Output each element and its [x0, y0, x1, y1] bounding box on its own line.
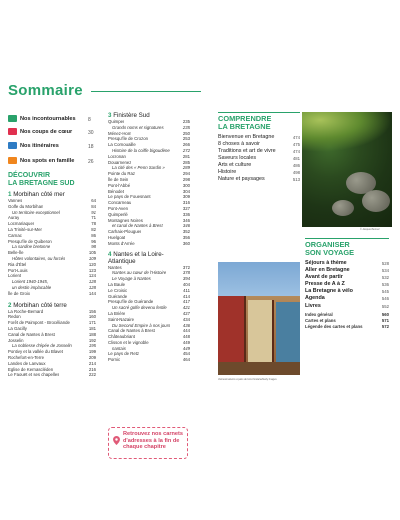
- photo-caption: Vannes/maisons à pans de bois Fontaine/Getty Images: [218, 378, 277, 381]
- entry-page: 195: [88, 343, 96, 349]
- quick-page: 30: [88, 130, 94, 136]
- toc-entry[interactable]: [305, 303, 389, 310]
- entry-label: Histoire: [218, 169, 237, 175]
- entry-page: 346: [182, 217, 190, 223]
- section-title: ORGANISER: [305, 238, 389, 249]
- entry-page: 571: [381, 317, 389, 323]
- entry-page: 346: [182, 223, 190, 229]
- entry-page: 222: [88, 372, 96, 378]
- entry-label: Pornic: [108, 357, 121, 363]
- entry-label: Livres: [305, 302, 321, 309]
- entry-label: Auray: [8, 215, 20, 221]
- decouvrir-col-1: [8, 172, 96, 378]
- entry-page: 378: [182, 270, 190, 276]
- entry-label: Saint-Nazaire: [108, 316, 135, 322]
- entry-page: 78: [91, 221, 96, 227]
- subsection-number: 1: [8, 191, 12, 198]
- entry-label: Concarneau: [108, 200, 132, 206]
- entry-page: 486: [292, 163, 300, 168]
- entry-page: 253: [182, 136, 190, 142]
- toc-entry[interactable]: [8, 372, 96, 378]
- page-title: Sommaire: [8, 82, 83, 99]
- entry-page: 372: [182, 264, 190, 270]
- entry-label: 8 choses à savoir: [218, 141, 260, 147]
- entry-page: 128: [88, 279, 96, 285]
- entry-label: Port-Louis: [8, 267, 28, 273]
- entry-label: Le Croisic: [108, 287, 128, 293]
- entry-label: Vannes: [8, 198, 23, 203]
- entry-page: 434: [182, 316, 190, 322]
- subsection-label: Nantes et la Loire-Atlantique: [108, 250, 164, 265]
- entry-page: 552: [381, 303, 389, 309]
- entry-page: 498: [292, 170, 300, 175]
- entry-label: Traditions et art de vivre: [218, 148, 276, 154]
- entry-label: Nature et paysages: [218, 176, 265, 182]
- entry-page: 304: [182, 188, 190, 194]
- entry-label: Forêt de Paimpont - Brocéliande: [8, 320, 70, 326]
- entry-page: 86: [91, 232, 96, 238]
- toc-list: [108, 265, 190, 364]
- entry-label: Belle-Île: [8, 250, 24, 256]
- entry-label: Grands noms et signatures: [112, 124, 164, 130]
- quick-page: 26: [88, 159, 94, 165]
- entry-label: Lorient 1940-1945,: [12, 279, 49, 285]
- entry-page: 192: [88, 337, 96, 343]
- entry-page: 360: [182, 240, 190, 246]
- quick-label[interactable]: Nos spots en famille: [20, 158, 75, 164]
- toc-entry[interactable]: [305, 274, 389, 281]
- entry-label: Josselin: [8, 337, 24, 343]
- entry-label: Montagnes Noires: [108, 217, 143, 223]
- entry-page: 82: [91, 226, 96, 232]
- entry-page: 285: [182, 159, 190, 165]
- entry-label: Île de Groix: [8, 290, 30, 296]
- entry-label: Avant de partir: [305, 274, 343, 281]
- entry-label: Le Voyage à Nantes: [112, 276, 151, 282]
- entry-page: 427: [182, 310, 190, 316]
- entry-label: Légende des cartes et plans: [305, 323, 363, 329]
- entry-page: 474: [292, 135, 300, 140]
- section-title: DÉCOUVRIR: [8, 172, 51, 179]
- entry-label: Golfe du Morbihan: [8, 203, 44, 209]
- entry-label: Du Second Empire à nos jours: [112, 322, 171, 328]
- subsection-number: 2: [8, 301, 12, 309]
- entry-page: 454: [182, 351, 190, 357]
- entry-page: 356: [182, 234, 190, 240]
- entry-page: 64: [91, 198, 96, 203]
- foliage: [302, 112, 392, 152]
- entry-label: Huelgoat: [108, 234, 126, 240]
- subsection-title: [8, 302, 96, 309]
- entry-page: 464: [182, 357, 190, 363]
- entry-page: 98: [91, 244, 96, 250]
- entry-label: Aller en Bretagne: [305, 267, 350, 274]
- entry-label: et canal de Nantes à Brest: [112, 223, 163, 229]
- entry-label: Presqu'île de Guérande: [108, 299, 154, 305]
- entry-label: Bénodet: [108, 188, 125, 194]
- toc-entry[interactable]: [305, 288, 389, 295]
- subsection-title: [108, 251, 190, 265]
- subsection-title: [8, 191, 96, 198]
- quick-label[interactable]: Nos coups de cœur: [20, 129, 73, 135]
- entry-label: Ménez-Hom: [108, 130, 132, 136]
- toc-entry[interactable]: [218, 169, 300, 176]
- entry-page: 449: [182, 339, 190, 345]
- quick-bar-coups-de-coeur: [8, 128, 17, 135]
- entry-page: 209: [88, 354, 96, 360]
- entry-label: Séjours à thème: [305, 260, 347, 266]
- entry-label: Ria d'Étel: [8, 261, 27, 267]
- entry-label: Carhaix-Plouguer: [108, 229, 142, 235]
- entry-label: Île de Sein: [108, 176, 129, 182]
- rock-shape: [332, 200, 354, 216]
- entry-page: 84: [91, 203, 96, 209]
- entry-label: Nantes: [108, 264, 122, 270]
- entry-label: Quimperlé: [108, 211, 128, 217]
- entry-label: Châteaubriant: [108, 334, 135, 340]
- entry-label: La Brière: [108, 310, 126, 316]
- toc-entry[interactable]: [305, 324, 389, 330]
- entry-page: 449: [182, 345, 190, 351]
- entry-label: La Trinité-sur-Mer: [8, 226, 42, 232]
- photo-caption: © Jacques/Sunset: [360, 228, 380, 231]
- section-title: LA BRETAGNE: [218, 122, 271, 131]
- entry-page: 235: [182, 124, 190, 130]
- entry-page: 309: [182, 194, 190, 200]
- entry-page: 289: [182, 165, 190, 171]
- entry-label: Index général: [305, 311, 333, 317]
- entry-label: Nantes au cœur de l'Histoire: [112, 270, 167, 276]
- entry-label: nantais: [112, 345, 126, 351]
- entry-label: Agenda: [305, 295, 325, 302]
- entry-page: 572: [381, 323, 389, 329]
- section-title: SON VOYAGE: [305, 248, 355, 257]
- organiser-section: [305, 238, 389, 330]
- toc-entry[interactable]: [305, 281, 389, 288]
- entry-page: 235: [182, 119, 190, 124]
- entry-label: Le pays de Fouesnant: [108, 194, 151, 200]
- address-note: [108, 427, 188, 459]
- entry-page: 414: [182, 293, 190, 299]
- entry-page: 281: [182, 153, 190, 159]
- section-title: COMPRENDRE: [218, 112, 300, 123]
- toc-list: [8, 198, 96, 297]
- entry-label: Douarnenez: [108, 159, 132, 165]
- entry-label: Pontivy et la vallée du Blavet: [8, 349, 63, 355]
- quick-bar-itineraires: [8, 142, 17, 149]
- entry-page: 250: [182, 130, 190, 136]
- entry-label: Un territoire exceptionnel: [12, 209, 60, 215]
- toc-list: [218, 134, 300, 183]
- entry-label: Presqu'île de Quiberon: [8, 238, 52, 244]
- entry-page: 327: [182, 205, 190, 211]
- toc-entry[interactable]: [108, 241, 190, 247]
- quick-page: 18: [88, 144, 94, 150]
- toc-list: [8, 309, 96, 379]
- entry-page: 421: [182, 305, 190, 311]
- page-header: [8, 82, 198, 100]
- entry-page: 188: [88, 331, 96, 337]
- entry-label: Guérande: [108, 293, 128, 299]
- entry-label: Redon: [8, 314, 21, 320]
- entry-label: un destin implacable: [12, 284, 52, 290]
- entry-page: 123: [88, 267, 96, 273]
- entry-label: Canal de Nantes à Brest: [108, 328, 155, 334]
- entry-label: Quimper: [108, 119, 125, 124]
- entry-page: 336: [182, 211, 190, 217]
- entry-page: 394: [182, 276, 190, 282]
- entry-page: 545: [381, 289, 389, 295]
- entry-label: Rochefort-en-Terre: [8, 354, 45, 360]
- entry-page: 160: [88, 314, 96, 320]
- entry-page: 272: [182, 147, 190, 153]
- entry-label: Hôtes volontaires, ou forcés: [12, 255, 66, 261]
- toc-list-small: [305, 312, 389, 330]
- entry-page: 513: [292, 177, 300, 182]
- toc-entry[interactable]: [305, 295, 389, 302]
- rock-shape: [362, 190, 390, 212]
- subsection-label: Finistère Sud: [113, 112, 150, 119]
- entry-page: 300: [182, 182, 190, 188]
- entry-page: 444: [182, 328, 190, 334]
- entry-page: 171: [88, 320, 96, 326]
- entry-label: Le Faouët et ses chapelles: [8, 372, 60, 378]
- entry-page: 436: [182, 322, 190, 328]
- entry-page: 214: [88, 360, 96, 366]
- entry-label: Lorient: [8, 273, 22, 279]
- quick-page: 8: [88, 117, 91, 123]
- entry-page: 536: [381, 282, 389, 288]
- entry-label: La cité des « Penn Sardin »: [112, 165, 165, 171]
- entry-page: 546: [381, 296, 389, 302]
- entry-page: 448: [182, 334, 190, 340]
- entry-label: Pont-Aven: [108, 205, 128, 211]
- entry-page: 528: [381, 261, 389, 266]
- quick-bar-incontournables: [8, 115, 17, 122]
- entry-label: Pointe du Raz: [108, 171, 135, 177]
- entry-page: 96: [91, 238, 96, 244]
- subsection-title: [108, 112, 190, 119]
- entry-page: 411: [183, 287, 190, 293]
- entry-label: Eglise de Kernascléden: [8, 366, 54, 372]
- toc-list: [305, 260, 389, 310]
- toc-entry[interactable]: [8, 291, 96, 297]
- entry-page: 352: [182, 229, 190, 235]
- toc-entry[interactable]: [218, 148, 300, 155]
- entry-label: La Gacilly: [8, 325, 27, 331]
- entry-label: Saveurs locales: [218, 155, 257, 161]
- entry-label: Cartes et plans: [305, 317, 336, 323]
- entry-label: La Cornouaille: [108, 142, 136, 148]
- entry-label: Monts d'Arrée: [108, 240, 135, 246]
- entry-label: Landes de Lanvaux: [8, 360, 46, 366]
- entry-label: La sardine bretonne: [12, 244, 51, 250]
- entry-page: 298: [182, 176, 190, 182]
- entry-label: La Roche-Bernard: [8, 308, 44, 314]
- entry-label: Locmariaquer: [8, 221, 35, 227]
- entry-page: 294: [182, 171, 190, 177]
- entry-page: 404: [182, 281, 190, 287]
- title-rule: [91, 91, 201, 92]
- entry-label: La Baule: [108, 281, 125, 287]
- street: [218, 362, 300, 375]
- toc-entry[interactable]: [218, 162, 300, 169]
- entry-label: Histoire de la coiffe bigoudène: [112, 147, 170, 153]
- entry-page: 124: [88, 273, 96, 279]
- entry-page: 128: [88, 284, 96, 290]
- entry-page: 156: [88, 308, 96, 314]
- section-title: LA BRETAGNE SUD: [8, 180, 75, 187]
- entry-label: Presqu'île de Crozon: [108, 136, 148, 142]
- entry-page: 474: [292, 149, 300, 154]
- quick-bar-spots-famille: [8, 157, 17, 164]
- toc-entry[interactable]: [108, 357, 190, 363]
- toc-entry[interactable]: [305, 260, 389, 267]
- entry-page: 216: [88, 366, 96, 372]
- entry-page: 532: [381, 275, 389, 281]
- toc-entry[interactable]: [218, 176, 300, 183]
- entry-label: Clisson et le vignoble: [108, 339, 149, 345]
- garden-photo: [302, 112, 392, 227]
- toc-entry[interactable]: [218, 134, 300, 141]
- comprendre-section: [218, 112, 300, 183]
- entry-label: Presse de A à Z: [305, 281, 345, 288]
- toc-entry[interactable]: [218, 155, 300, 162]
- entry-page: 316: [182, 200, 190, 206]
- entry-label: Locronan: [108, 153, 126, 159]
- entry-page: 71: [91, 215, 96, 221]
- entry-page: 481: [292, 156, 300, 161]
- entry-page: 534: [381, 268, 389, 274]
- toc-entry[interactable]: [305, 267, 389, 274]
- entry-label: La noblesse d'épée de Josselin: [12, 343, 72, 349]
- subsection-number: 3: [108, 112, 112, 119]
- entry-page: 91: [91, 209, 96, 215]
- decouvrir-col-2: [108, 112, 190, 363]
- quick-label[interactable]: Nos incontournables: [20, 116, 76, 122]
- entry-label: Arts et culture: [218, 162, 252, 168]
- entry-label: Carnac: [8, 232, 22, 238]
- entry-page: 199: [88, 349, 96, 355]
- entry-page: 120: [88, 261, 96, 267]
- entry-label: La Bretagne à vélo: [305, 288, 353, 295]
- entry-label: Canal de Nantes à Brest: [8, 331, 55, 337]
- entry-label: Un sacré golfe devenu fertile: [112, 305, 167, 311]
- entry-label: Le pays de Retz: [108, 351, 140, 357]
- entry-page: 109: [88, 255, 96, 261]
- subsection-number: 4: [108, 250, 112, 258]
- entry-page: 181: [88, 325, 96, 331]
- houses-photo: [218, 262, 300, 375]
- entry-page: 560: [381, 311, 389, 317]
- toc-entry[interactable]: [218, 141, 300, 148]
- subsection-label: Morbihan côté mer: [13, 191, 65, 198]
- entry-label: Pont-l'Abbé: [108, 182, 131, 188]
- entry-label: Bienvenue en Bretagne: [218, 134, 275, 140]
- entry-page: 144: [88, 290, 96, 296]
- note-text: Retrouvez nos carnets d'adresses à la fin de chaque chapitre: [123, 431, 183, 450]
- entry-page: 417: [182, 299, 190, 305]
- entry-page: 266: [182, 142, 190, 148]
- toc-list: [108, 119, 190, 247]
- entry-page: 105: [88, 250, 96, 256]
- entry-page: 475: [292, 142, 300, 147]
- map-pin-icon: [113, 436, 120, 445]
- quick-label[interactable]: Nos itinéraires: [20, 143, 59, 149]
- subsection-label: Morbihan côté terre: [13, 301, 67, 309]
